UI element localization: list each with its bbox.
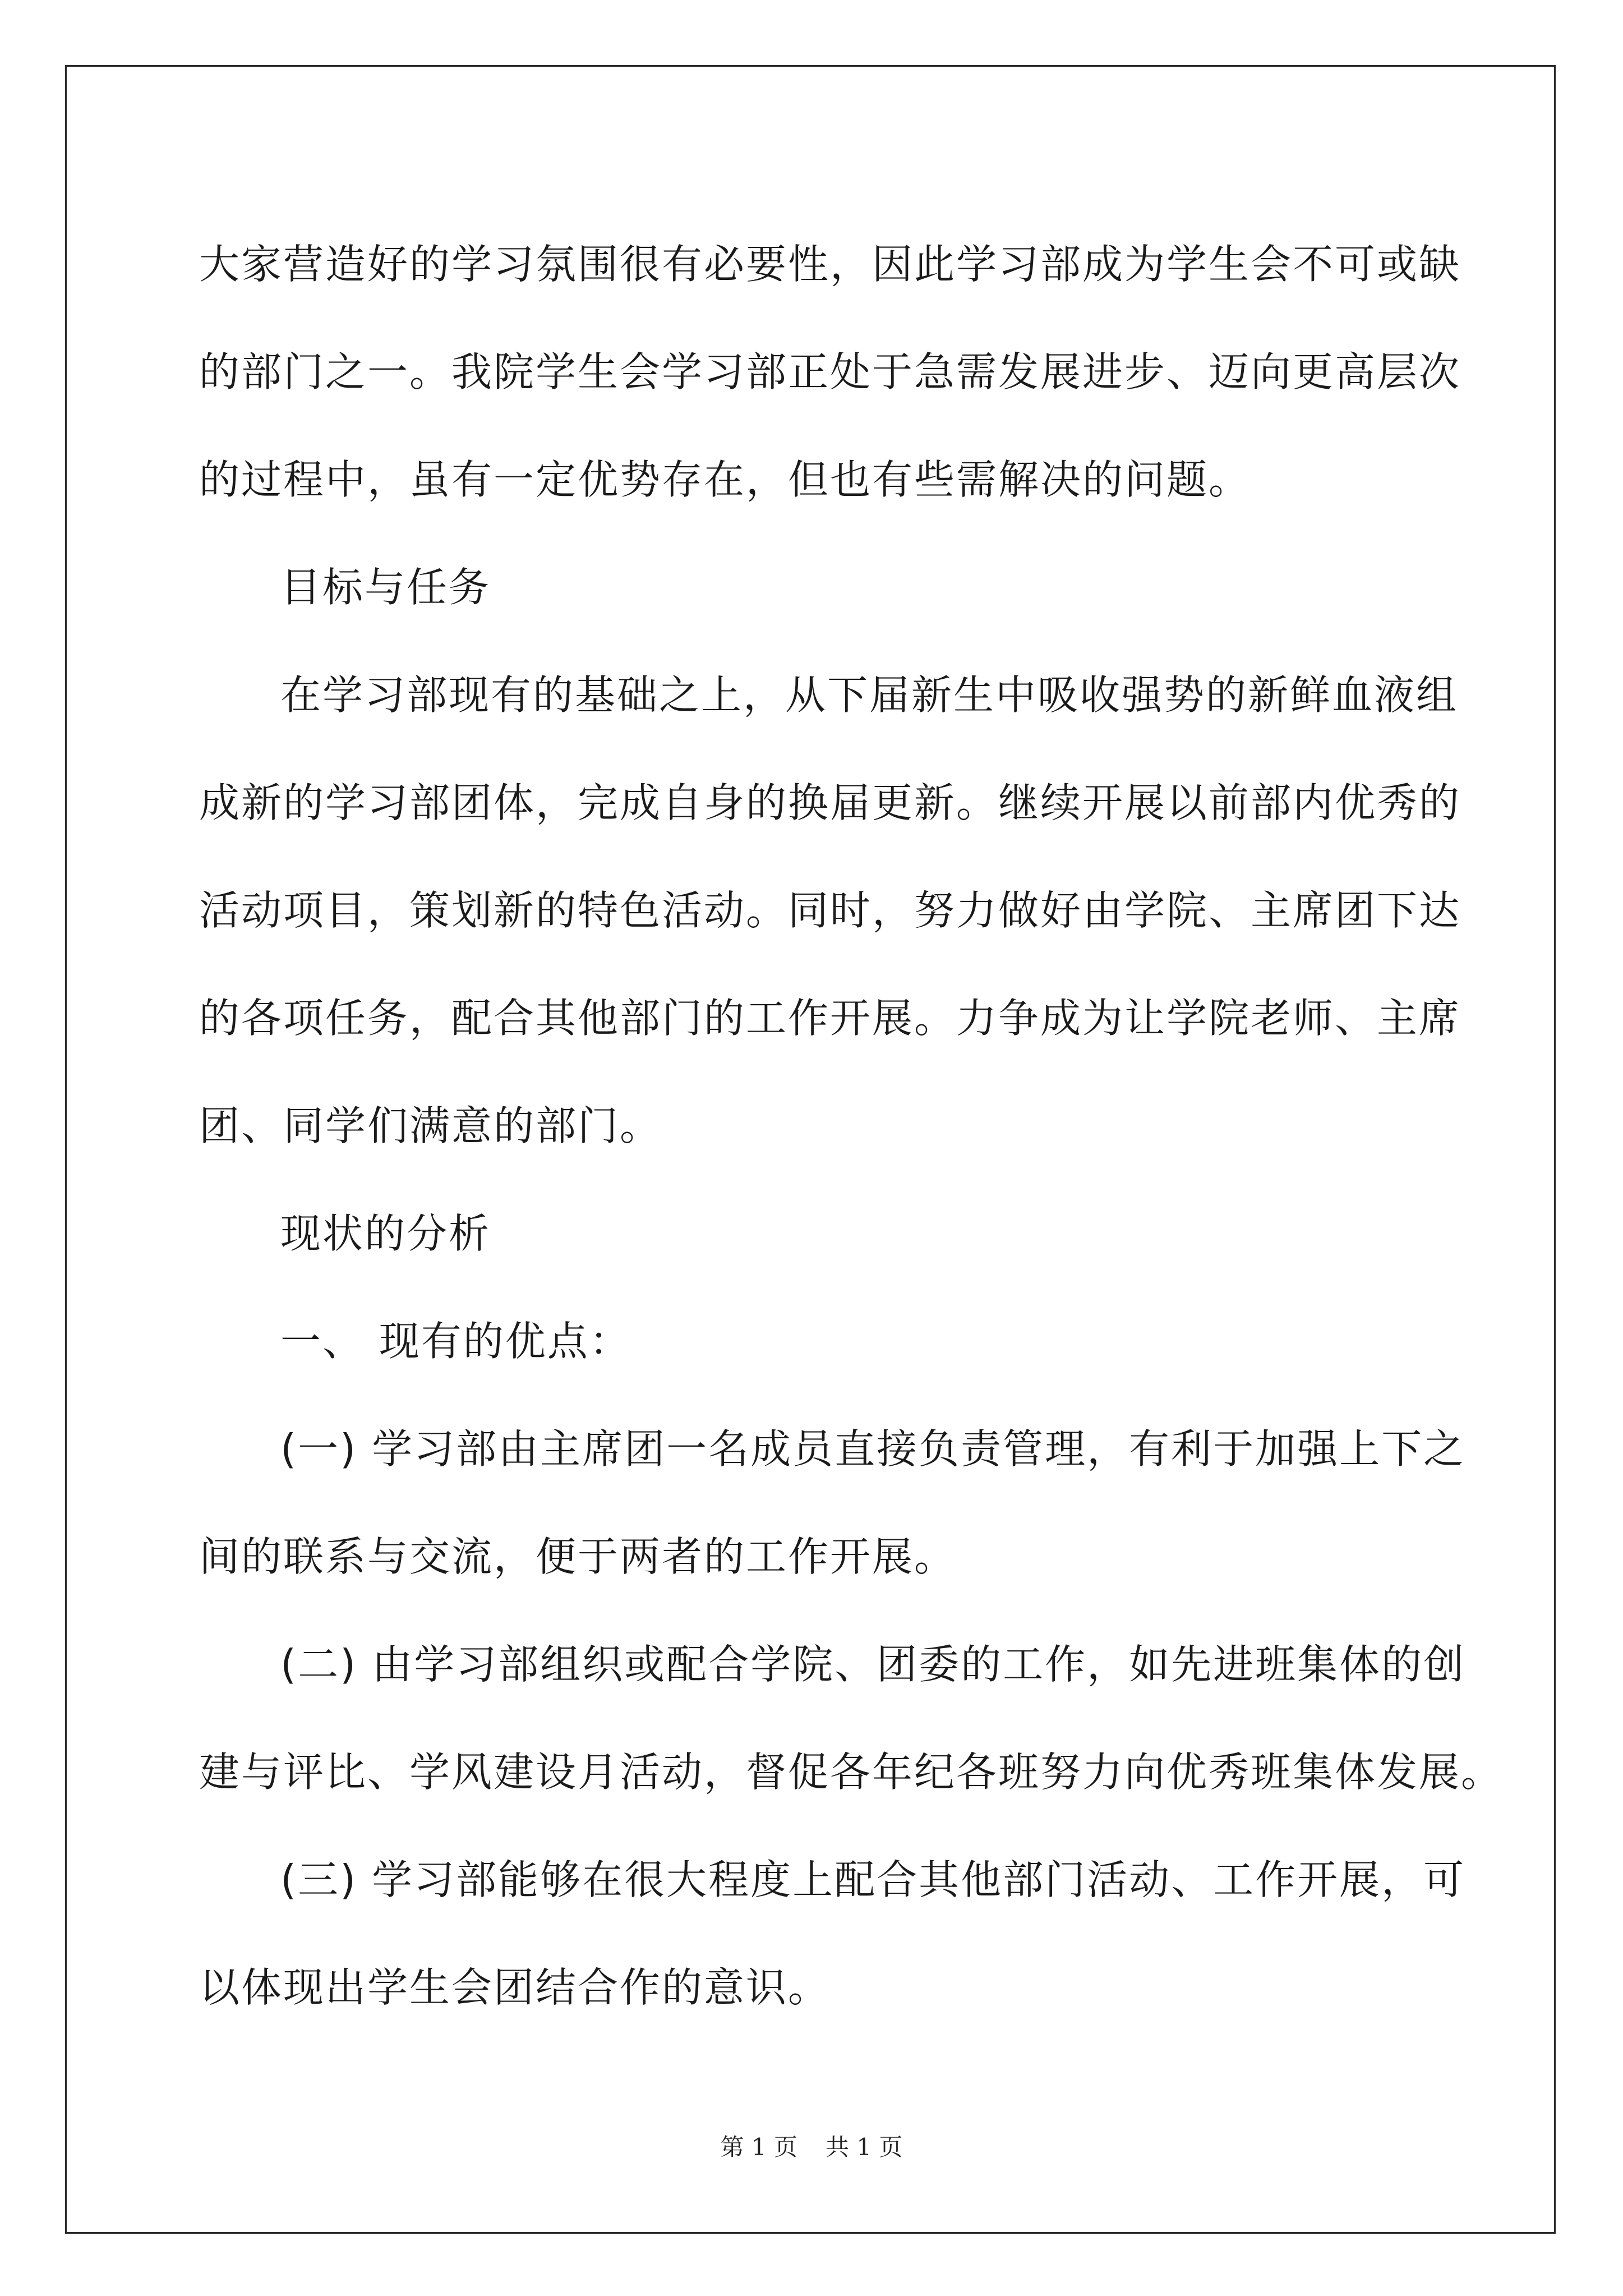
list-heading: 一、 现有的优点： [280,1318,631,1365]
text-line: 以体现出学生会团结合作的意识。 [199,1964,831,2011]
text-line: 团、同学们满意的部门。 [199,1102,662,1149]
document-body [199,210,1504,2041]
page-total: 共 1 页 [826,2133,903,2161]
list-item: (二) 由学习部组织或配合学院、团委的工作，如先进班集体的创 [280,1641,1466,1688]
section-heading: 现状的分析 [280,1210,491,1257]
text-line: 的过程中，虽有一定优势存在，但也有些需解决的问题。 [199,456,1251,503]
list-item: (三) 学习部能够在很大程度上配合其他部门活动、工作开展，可 [280,1856,1466,1903]
page-number: 第 1 页 [720,2133,797,2161]
text-line: 间的联系与交流，便于两者的工作开展。 [199,1533,957,1580]
text-line: 在学习部现有的基础之上，从下届新生中吸收强势的新鲜血液组 [280,671,1459,719]
text-line: 的部门之一。我院学生会学习部正处于急需发展进步、迈向更高层次 [199,348,1461,395]
text-line: 建与评比、学风建设月活动，督促各年纪各班努力向优秀班集体发展。 [199,1749,1504,1796]
page-footer [0,2129,1623,2162]
text-line: 大家营造好的学习氛围很有必要性，因此学习部成为学生会不可或缺 [199,241,1461,288]
text-line: 成新的学习部团体，完成自身的换届更新。继续开展以前部内优秀的 [199,779,1461,826]
text-line: 的各项任务，配合其他部门的工作开展。力争成为让学院老师、主席 [199,995,1461,1042]
list-item: (一) 学习部由主席团一名成员直接负责管理，有利于加强上下之 [280,1425,1466,1473]
section-heading: 目标与任务 [280,564,491,611]
text-line: 活动项目，策划新的特色活动。同时，努力做好由学院、主席团下达 [199,887,1461,934]
